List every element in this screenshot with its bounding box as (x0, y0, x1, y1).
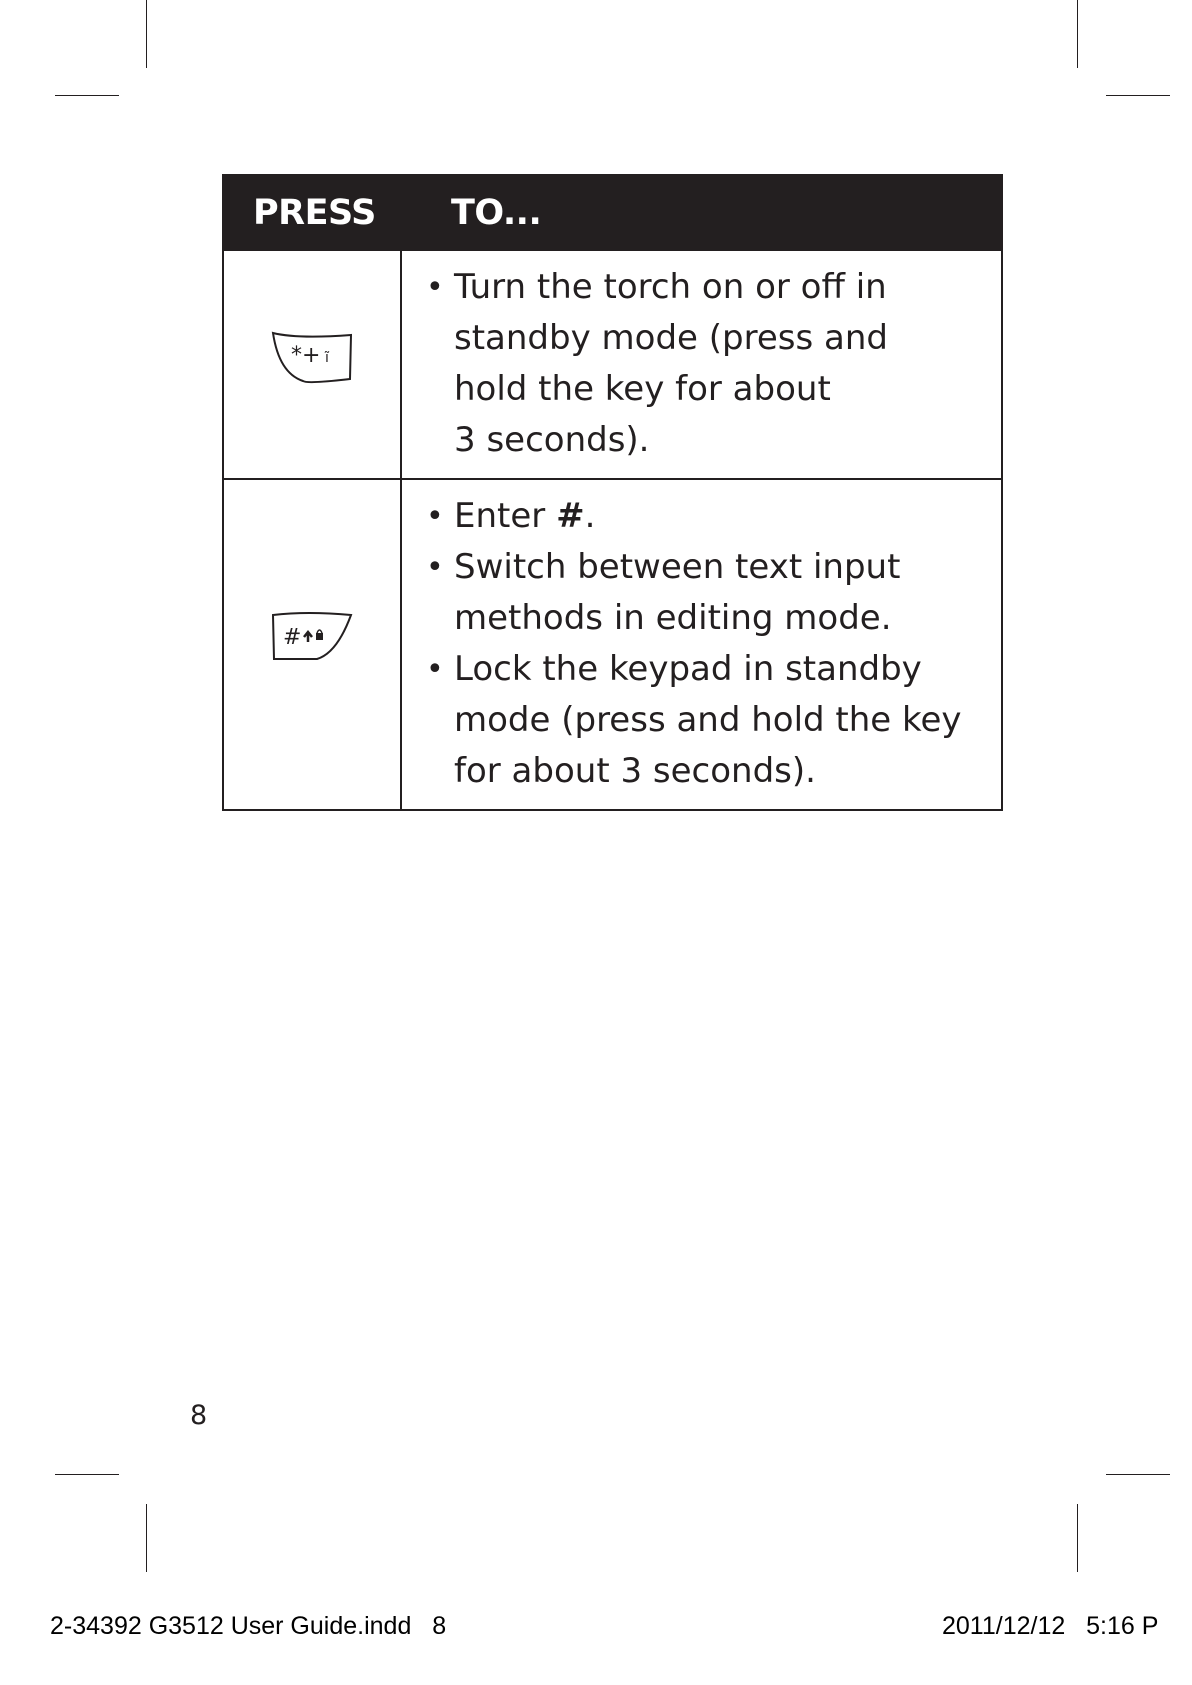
crop-mark (1106, 1474, 1170, 1475)
key-cell (223, 479, 401, 810)
list-item: • Enter #. (426, 491, 981, 542)
table-row (223, 479, 1002, 810)
star-key-icon (267, 329, 357, 385)
description-cell (401, 250, 1002, 479)
crop-mark (1106, 95, 1170, 96)
description-cell (401, 479, 1002, 810)
crop-mark (1077, 0, 1078, 68)
hash-key-label: # (283, 625, 302, 650)
header-to: TO... (401, 175, 1002, 250)
hash-key-icon (267, 609, 357, 665)
slug-file-name: 2-34392 G3512 User Guide.indd 8 (50, 1612, 447, 1640)
list-item: • Lock the keypad in standby mode (press and hold the key for about 3 seconds). (426, 644, 981, 797)
star-key-label: *+ (291, 343, 321, 368)
key-function-table (222, 174, 1003, 811)
svg-text:ĩ: ĩ (325, 350, 329, 366)
list-item: • Turn the torch on or off in standby mode (press and hold the key for about 3 seconds). (426, 262, 981, 466)
page-number: 8 (190, 1400, 208, 1431)
crop-mark (55, 95, 119, 96)
crop-mark (146, 1504, 147, 1572)
slug-date-time: 2011/12/12 5:16 P (942, 1612, 1159, 1640)
crop-mark (146, 0, 147, 68)
crop-mark (55, 1474, 119, 1475)
key-cell (223, 250, 401, 479)
list-item: • Switch between text input methods in editing mode. (426, 542, 981, 644)
crop-mark (1077, 1504, 1078, 1572)
table-row (223, 250, 1002, 479)
table-header-row (223, 175, 1002, 250)
header-press: PRESS (223, 175, 401, 250)
